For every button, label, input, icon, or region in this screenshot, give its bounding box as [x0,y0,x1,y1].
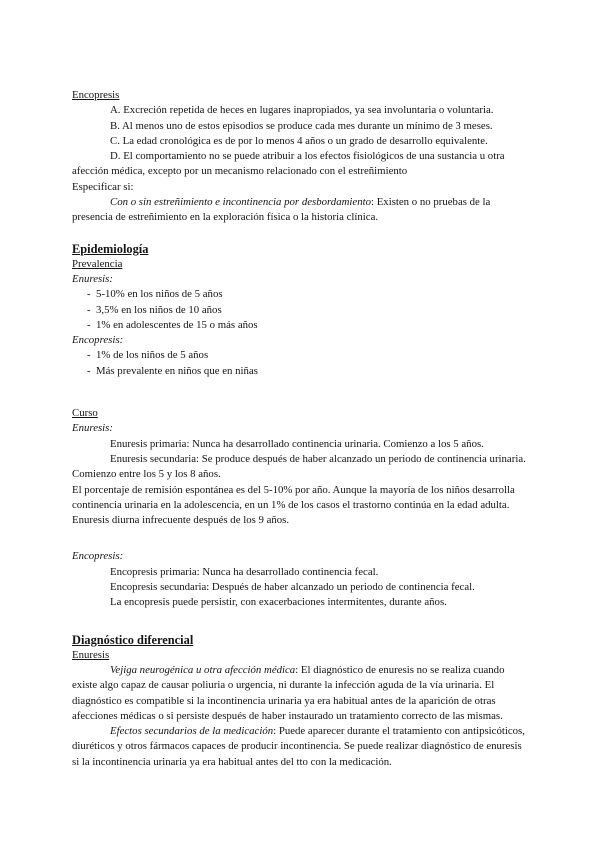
list-item-text: 3,5% en los niños de 10 años [96,303,222,316]
curso-enuresis-label: Enuresis: [72,422,113,435]
criterion-c: C. La edad cronológica es de por lo menos 4 años o un grado de desarrollo equivalente. [110,134,488,147]
section-epidemiologia [72,241,528,611]
criterion-a: A. Excreción repetida de heces en lugares inapropiados, ya sea involuntaria o voluntaria. [110,104,494,117]
criterion-d: D. El comportamiento no se puede atribuir a los efectos fisiológicos de una sustancia u otra afección médica, excepto por un mecanismo relacionado con el estreñimiento [72,150,505,178]
specifier-paragraph [72,195,528,226]
list-item-encopresis-prevalence [72,348,528,363]
paragraph-rest: : Puede aparecer durante el tratamiento con antipsicóticos, diuréticos y otros fármacos capaces de producir incontinencia. Se puede realizar diagnóstico de enuresis si la incontinencia urinaria ya era habitual antes del tto con la medicación. [72,725,525,768]
curso-encopresis-paragraph: La encopresis puede persistir, con exacerbaciones intermitentes, durante años. [110,596,447,609]
bullet-dash: - [87,349,91,362]
section-encopresis [72,88,528,226]
bullet-dash: - [87,303,91,316]
section-title-encopresis: Encopresis [72,89,120,101]
subsection-title-prevalencia: Prevalencia [72,257,123,270]
section-title-epidemiologia: Epidemiología [72,241,149,256]
specify-label: Especificar si: [72,180,134,193]
bullet-dash: - [87,364,91,377]
list-item-text: 1% en adolescentes de 15 o más años [96,318,258,331]
prevalencia-encopresis-label: Encopresis: [72,334,124,347]
bullet-dash: - [87,318,91,331]
list-item-enuresis-prevalence [72,287,528,302]
curso-encopresis-paragraph: Encopresis secundaria: Después de haber alcanzado un periodo de continencia fecal. [110,581,475,594]
curso-enuresis-paragraph: El porcentaje de remisión espontánea es del 5-10% por año. Aunque la mayoría de los niños desarrolla continencia urinaria en la adolescencia, en un 1% de los casos el trastorno continúa en la edad adulta. Enuresis diurna infrecuente después de los 9 años. [72,483,515,527]
curso-enuresis-paragraph: Enuresis primaria: Nunca ha desarrollado continencia urinaria. Comienzo a los 5 años. [110,437,484,450]
subsection-title-curso: Curso [72,407,98,420]
specifier-rest: : Existen o no pruebas de la presencia de estreñimiento en la exploración física o la historia clínica. [72,196,491,224]
list-item-enuresis-prevalence [72,303,528,318]
list-item-text: 5-10% en los niños de 5 años [96,288,223,301]
criterion-b: B. Al menos uno de estos episodios se produce cada mes durante un mínimo de 3 meses. [110,119,493,132]
differential-paragraph-medicacion [72,724,528,770]
paragraph-lead: Efectos secundarios de la medicación [110,725,274,738]
list-item-encopresis-prevalence [72,364,528,379]
curso-encopresis-paragraph: Encopresis primaria: Nunca ha desarrollado continencia fecal. [110,565,379,578]
differential-paragraph-vejiga [72,663,528,724]
curso-encopresis-label: Encopresis: [72,550,124,563]
bullet-dash: - [87,288,91,301]
section-title-diagnostico: Diagnóstico diferencial [72,632,194,647]
curso-enuresis-paragraph: Enuresis secundaria: Se produce después de haber alcanzado un periodo de continencia urinaria. Comienzo entre los 5 y los 8 años. [72,452,526,481]
subsection-title-enuresis: Enuresis [72,648,110,661]
list-item-text: 1% de los niños de 5 años [96,349,209,362]
list-item-text: Más prevalente en niños que en niñas [96,364,258,377]
prevalencia-enuresis-label: Enuresis: [72,272,113,285]
specifier-lead: Con o sin estreñimiento e incontinencia por desbordamiento [110,196,371,209]
list-item-enuresis-prevalence [72,318,528,333]
paragraph-rest: : El diagnóstico de enuresis no se realiza cuando existe algo capaz de causar poliuria o urgencia, ni durante la infección aguda de la vía urinaria. El diagnóstico es compatible si la incontinencia urinaria ya era habitual antes de la aparición de otras afecciones médicas o si persiste después de haber instaurado un tratamiento correcto de las mismas. [72,663,505,722]
section-diagnostico-diferencial [72,632,528,770]
paragraph-lead: Vejiga neurogénica u otra afección médica [110,663,296,676]
